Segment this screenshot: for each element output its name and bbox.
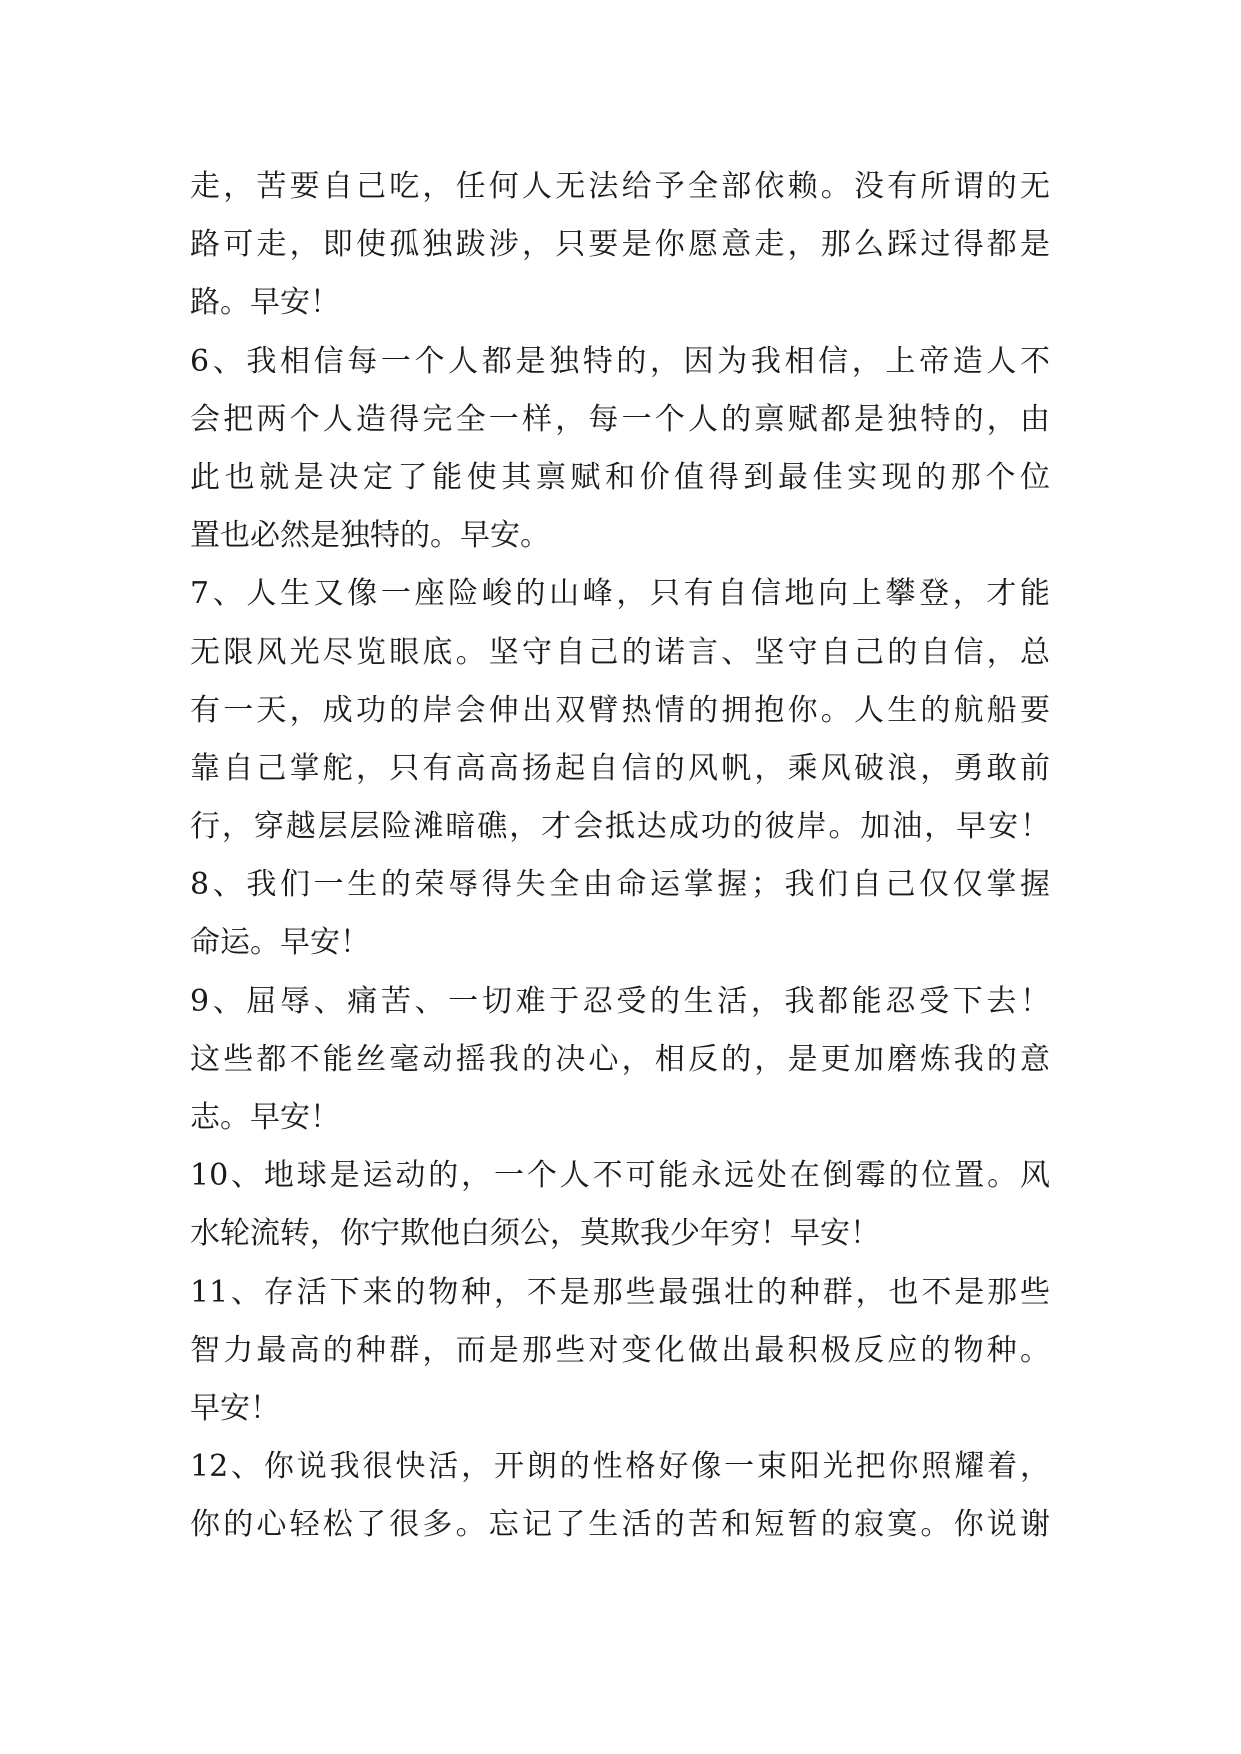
text-line: 11、存活下来的物种，不是那些最强壮的种群，也不是那些 (190, 1274, 1050, 1310)
text-line: 9、屈辱、痛苦、一切难于忍受的生活，我都能忍受下去！ (190, 983, 1050, 1019)
text-line: 此也就是决定了能使其禀赋和价值得到最佳实现的那个位 (190, 459, 1050, 495)
text-line: 走，苦要自己吃，任何人无法给予全部依赖。没有所谓的无 (190, 169, 1050, 204)
text-line: 靠自己掌舵，只有高高扬起自信的风帆，乘风破浪，勇敢前 (190, 750, 1050, 786)
text-line: 6、我相信每一个人都是独特的，因为我相信，上帝造人不 (190, 343, 1050, 379)
text-line: 命运。早安！ (190, 925, 370, 961)
text-line: 置也必然是独特的。早安。 (190, 518, 550, 554)
text-line: 会把两个人造得完全一样，每一个人的禀赋都是独特的，由 (190, 401, 1050, 437)
body-text (190, 158, 1050, 1555)
text-line: 12、你说我很快活，开朗的性格好像一束阳光把你照耀着， (190, 1449, 1050, 1485)
text-line: 路。早安！ (190, 285, 340, 321)
text-line: 这些都不能丝毫动摇我的决心，相反的，是更加磨炼我的意 (190, 1041, 1050, 1077)
text-line: 行，穿越层层险滩暗礁，才会抵达成功的彼岸。加油，早安！ (190, 809, 1050, 845)
text-line: 水轮流转，你宁欺他白须公，莫欺我少年穷！早安！ (190, 1216, 880, 1252)
text-line: 路可走，即使孤独跋涉，只要是你愿意走，那么踩过得都是 (190, 227, 1050, 263)
text-line: 无限风光尽览眼底。坚守自己的诺言、坚守自己的自信，总 (190, 634, 1050, 670)
text-line: 志。早安！ (190, 1100, 340, 1135)
text-line: 有一天，成功的岸会伸出双臂热情的拥抱你。人生的航船要 (190, 692, 1050, 728)
text-line: 你的心轻松了很多。忘记了生活的苦和短暂的寂寞。你说谢 (190, 1507, 1050, 1543)
text-line: 10、地球是运动的，一个人不可能永远处在倒霉的位置。风 (190, 1158, 1050, 1194)
text-line: 8、我们一生的荣辱得失全由命运掌握；我们自己仅仅掌握 (190, 867, 1050, 903)
text-line: 早安！ (190, 1390, 280, 1426)
text-line: 智力最高的种群，而是那些对变化做出最积极反应的物种。 (190, 1332, 1050, 1368)
text-line: 7、人生又像一座险峻的山峰，只有自信地向上攀登，才能 (190, 576, 1050, 612)
